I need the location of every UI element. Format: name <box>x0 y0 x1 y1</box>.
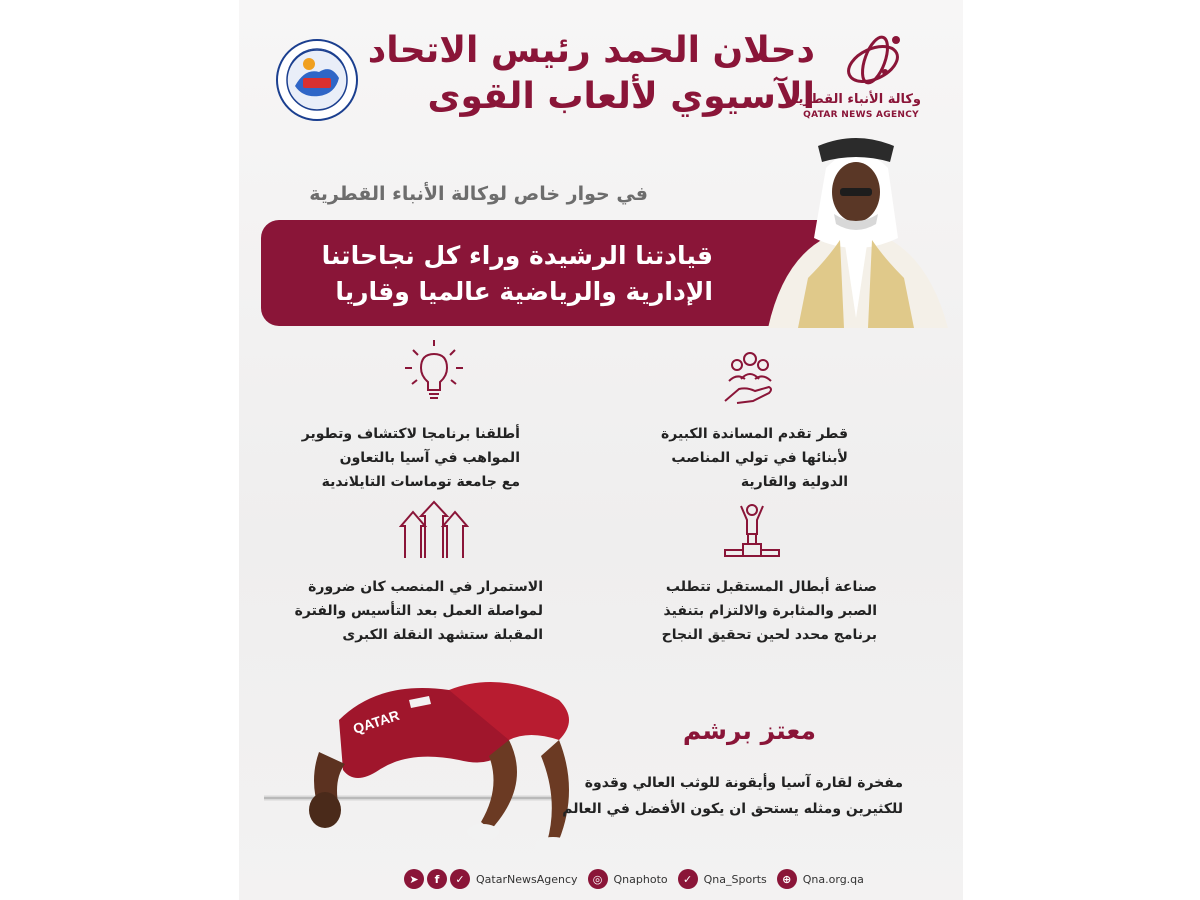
point-1-text <box>661 422 848 494</box>
point-1-line-3: الدولية والقارية <box>740 474 848 490</box>
point-4-line-1: الاستمرار في المنصب كان ضرورة <box>308 579 543 595</box>
athlete-line-1: مفخرة لقارة آسيا وأيقونة للوثب العالي وقدوة <box>584 775 903 791</box>
point-3-line-2: الصبر والمثابرة والالتزام بتنفيذ <box>663 603 877 619</box>
handle-website[interactable]: Qna.org.qa <box>802 872 864 886</box>
qna-logo <box>790 30 933 120</box>
handle-qnaphoto[interactable]: Qnaphoto <box>613 872 668 886</box>
banner-quote <box>273 238 713 310</box>
globe-icon[interactable]: ⊕ <box>777 869 797 889</box>
page-title <box>367 28 815 120</box>
banner-line-2: الإدارية والرياضية عالميا وقاريا <box>335 277 713 306</box>
point-1-line-1: قطر تقدم المساندة الكبيرة <box>661 426 848 442</box>
point-4-line-3: المقبلة ستشهد النقلة الكبرى <box>342 627 543 643</box>
point-2-line-3: مع جامعة توماسات التايلاندية <box>321 474 520 490</box>
social-group-web[interactable] <box>777 869 864 889</box>
instagram-icon[interactable]: ◎ <box>588 869 608 889</box>
high-jumper-image <box>259 660 599 870</box>
twitter-icon[interactable]: ✓ <box>678 869 698 889</box>
qna-emblem-icon <box>823 30 933 92</box>
athlete-name: معتز برشم <box>682 716 816 745</box>
point-2-line-1: أطلقنا برنامجا لاكتشاف وتطوير <box>301 426 520 442</box>
social-group-sports[interactable] <box>678 869 767 889</box>
twitter-icon[interactable]: ✓ <box>450 869 470 889</box>
dahlan-portrait <box>748 128 963 328</box>
social-group-main[interactable] <box>404 869 578 889</box>
point-1-line-2: لأبنائها في تولي المناصب <box>671 450 848 466</box>
qna-logo-english: QATAR NEWS AGENCY <box>803 110 919 120</box>
social-group-instagram[interactable] <box>588 869 668 889</box>
point-3-line-3: برنامج محدد لحين تحقيق النجاح <box>661 627 877 643</box>
asian-athletics-association-logo <box>275 38 359 122</box>
handle-qatarnewsagency[interactable]: QatarNewsAgency <box>476 872 578 886</box>
aaa-emblem-icon <box>275 38 359 122</box>
lightbulb-icon <box>399 336 469 406</box>
title-line-1: دحلان الحمد رئيس الاتحاد <box>367 30 815 71</box>
point-3-line-1: صناعة أبطال المستقبل تتطلب <box>665 579 877 595</box>
point-4-text <box>295 575 543 647</box>
point-3-text <box>662 575 877 647</box>
title-line-2: الآسيوي لألعاب القوى <box>427 76 815 117</box>
jersey-text: QATAR <box>350 706 402 737</box>
infographic-poster <box>239 0 963 900</box>
point-2-text <box>302 422 520 494</box>
arrows-up-icon <box>399 496 469 566</box>
podium-icon <box>717 500 787 570</box>
athlete-line-2: للكثيرين ومثله يستحق ان يكون الأفضل في العالم <box>562 801 903 817</box>
people-hand-icon <box>715 345 785 415</box>
point-4-line-2: لمواصلة العمل بعد التأسيس والفترة <box>294 603 543 619</box>
social-footer <box>404 868 874 890</box>
handle-qna-sports[interactable]: Qna_Sports <box>703 872 767 886</box>
banner-line-1: قيادتنا الرشيدة وراء كل نجاحاتنا <box>321 241 713 270</box>
qna-logo-arabic: وكالة الأنباء القطرية <box>790 92 921 107</box>
point-2-line-2: المواهب في آسيا بالتعاون <box>339 450 520 466</box>
telegram-icon[interactable]: ➤ <box>404 869 424 889</box>
facebook-icon[interactable]: f <box>427 869 447 889</box>
subtitle: في حوار خاص لوكالة الأنباء القطرية <box>309 183 648 205</box>
athlete-description <box>562 770 903 822</box>
